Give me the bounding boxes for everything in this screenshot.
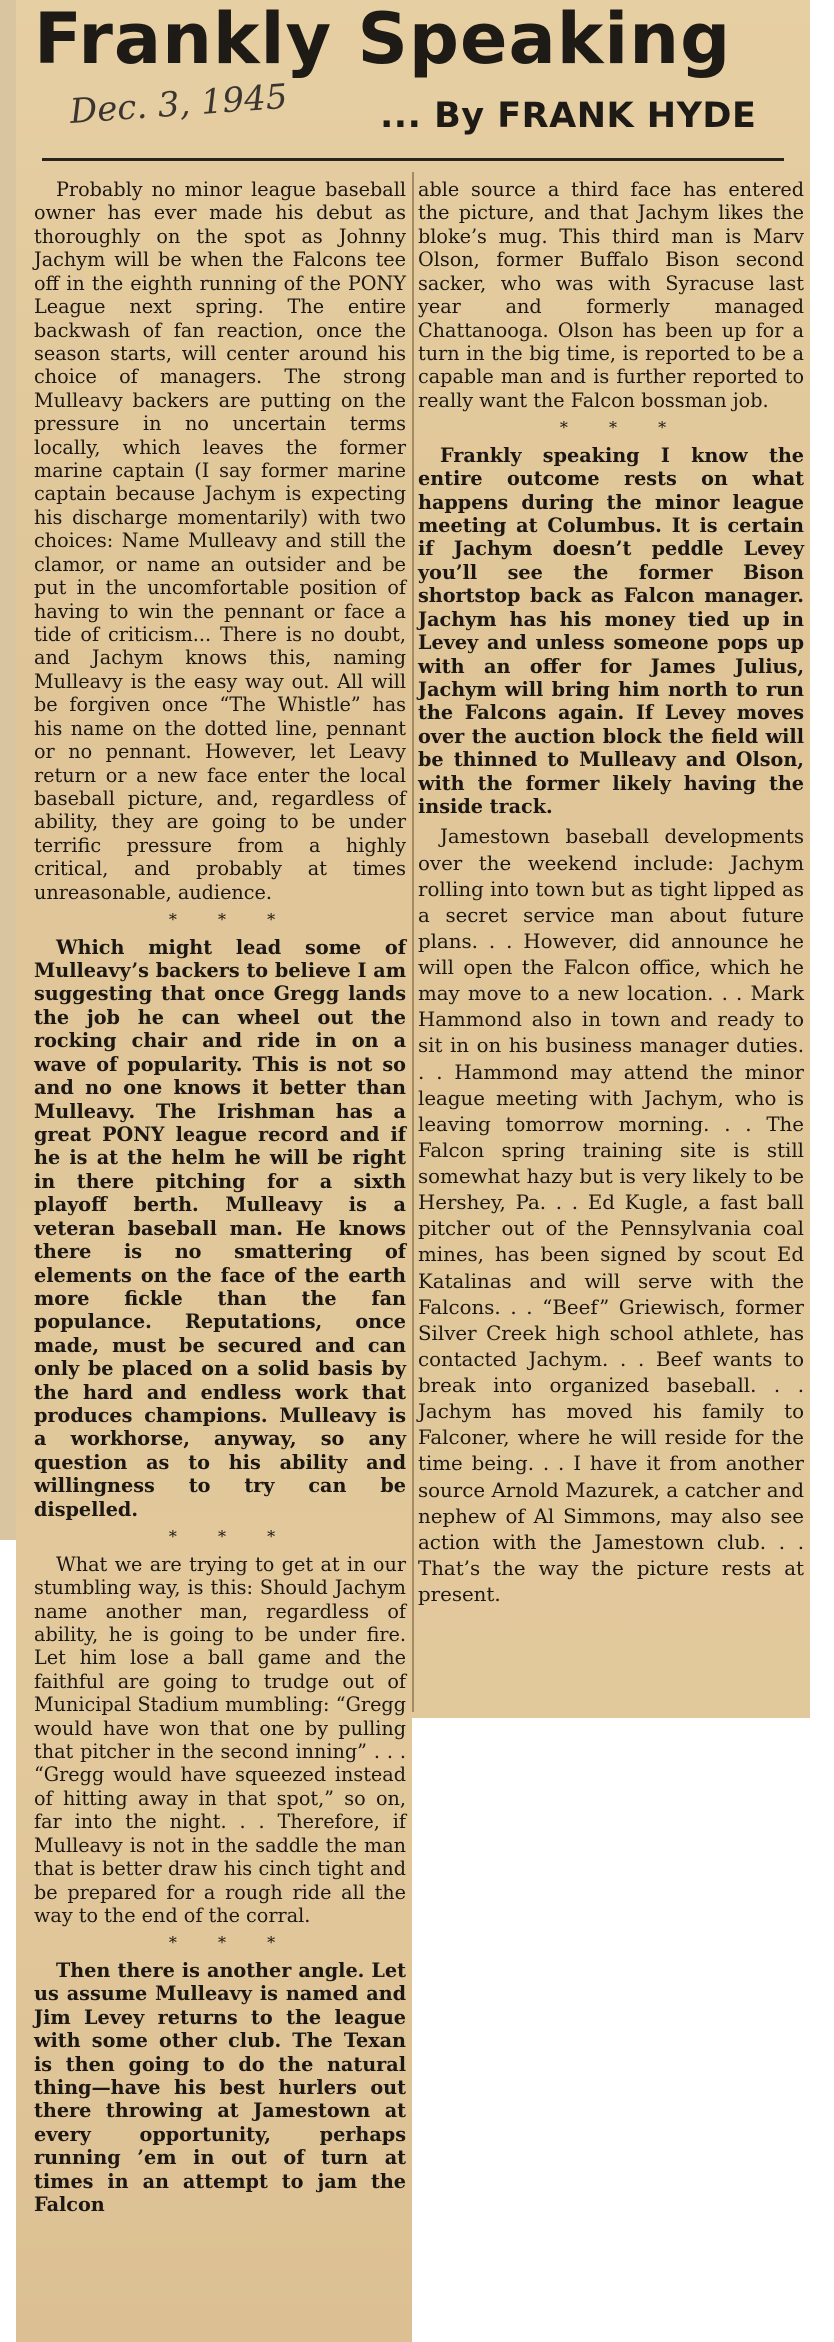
right-column: [418, 178, 804, 1614]
handwritten-date: Dec. 3, 1945: [68, 76, 289, 132]
paragraph: able source a third face has entered the picture, and that Jachym likes the bloke’s mug. This third man is Marv Olson, former Buffalo Bison second sacker, who was with Syracuse last year and formerly managed Chattanooga. Olson has been up for a turn in the big time, is reported to be a capable man and is further reported to really want the Falcon bossman job.: [418, 178, 804, 412]
separator-stars: * * *: [168, 1527, 294, 1547]
separator-stars: * * *: [168, 1933, 294, 1953]
header-rule: [42, 158, 784, 161]
left-column: [34, 178, 406, 2223]
paragraph: Frankly speaking I know the entire outcome rests on what happens during the minor league meeting at Columbus. It is certain if Jachym doesn’t peddle Levey you’ll see the former Bison shortstop back as Falcon manager. Jachym has his money tied up in Levey and unless someone pops up with an offer for James Julius, Jachym will bring him north to run the Falcons again. If Levey moves over the auction block the field will be thinned to Mulleavy and Olson, with the former likely having the inside track.: [418, 443, 804, 819]
separator-stars: * * *: [168, 910, 294, 930]
paragraph: What we are trying to get at in our stumbling way, is this: Should Jachym name another man, regardless of ability, he is going to be under fire. Let him lose a ball game and the faithful are going to trudge out of Municipal Stadium mumbling: “Gregg would have won that one by pulling that pitcher in the second inning” . . . “Gregg would have squeezed instead of hitting away in that spot,” so on, far into the night. . . Therefore, if Mulleavy is not in the saddle the man that is better draw his cinch tight and be prepared for a rough ride all the way to the end of the corral.: [34, 1552, 406, 1927]
separator-stars: * * *: [559, 418, 685, 438]
column-headline: Frankly Speaking: [34, 0, 732, 80]
byline: ... By FRANK HYDE: [380, 96, 757, 136]
paragraph: Which might lead some of Mulleavy’s backers to believe I am suggesting that once Gregg lands the job he can wheel out the rocking chair and ride in on a wave of popularity. This is not so and no one knows it better than Mulleavy. The Irishman has a great PONY league record and if he is at the helm he will be right in there pitching for a sixth playoff berth. Mulleavy is a veteran baseball man. He knows there is no smattering of elements on the face of the earth more fickle than the fan populance. Reputations, once made, must be secured and can only be placed on a solid basis by the hard and endless work that produces champions. Mulleavy is a workhorse, anyway, so any question as to his ability and willingness to try can be dispelled.: [34, 935, 406, 1521]
paragraph: Probably no minor league baseball owner has ever made his debut as thoroughly on the spot as Johnny Jachym will be when the Falcons tee off in the eighth running of the PONY League next spring. The entire backwash of fan reaction, once the season starts, will center around his choice of managers. The strong Mulleavy backers are putting on the pressure in no uncertain terms locally, which leaves the former marine captain (I say former marine captain because Jachym is expecting his discharge momentarily) with two choices: Name Mulleavy and still the clamor, or name an outsider and be put in the uncomfortable position of having to win the pennant or face a tide of criticism... There is no doubt, and Jachym knows this, naming Mulleavy is the easy way out. All will be forgiven once “The Whistle” has his name on the dotted line, pennant or no pennant. However, let Leavy return or a new face enter the local baseball picture, and, regardless of ability, they are going to be under terrific pressure from a highly critical, and probably at times unreasonable, audience.: [34, 178, 406, 904]
paragraph: Jamestown baseball developments over the weekend include: Jachym rolling into town but as tight lipped as a secret service man about future plans. . . However, did announce he will open the Falcon office, which he may move to a new location. . . Mark Hammond also in town and ready to sit in on his business manager duties. . . Hammond may attend the minor league meeting with Jachym, who is leaving tomorrow morning. . . The Falcon spring training site is still somewhat hazy but is very likely to be Hershey, Pa. . . Ed Kugle, a fast ball pitcher out of the Pennsylvania coal mines, has been signed by scout Ed Katalinas and will serve with the Falcons. . . “Beef” Griewisch, former Silver Creek high school athlete, has contacted Jachym. . . Beef wants to break into organized baseball. . . Jachym has moved his family to Falconer, where he will reside for the time being. . . I have it from another source Arnold Mazurek, a catcher and nephew of Al Simmons, may also see action with the Jamestown club. . . That’s the way the picture rests at present.: [418, 825, 804, 1607]
scan-edge: [0, 0, 16, 1540]
paragraph: Then there is another angle. Let us assume Mulleavy is named and Jim Levey returns to the league with some other club. The Texan is then going to do the natural thing—have his best hurlers out there throwing at Jamestown at every opportunity, perhaps running ’em in out of turn at times in an attempt to jam the Falcon: [34, 1958, 406, 2217]
column-divider: [412, 172, 414, 1712]
